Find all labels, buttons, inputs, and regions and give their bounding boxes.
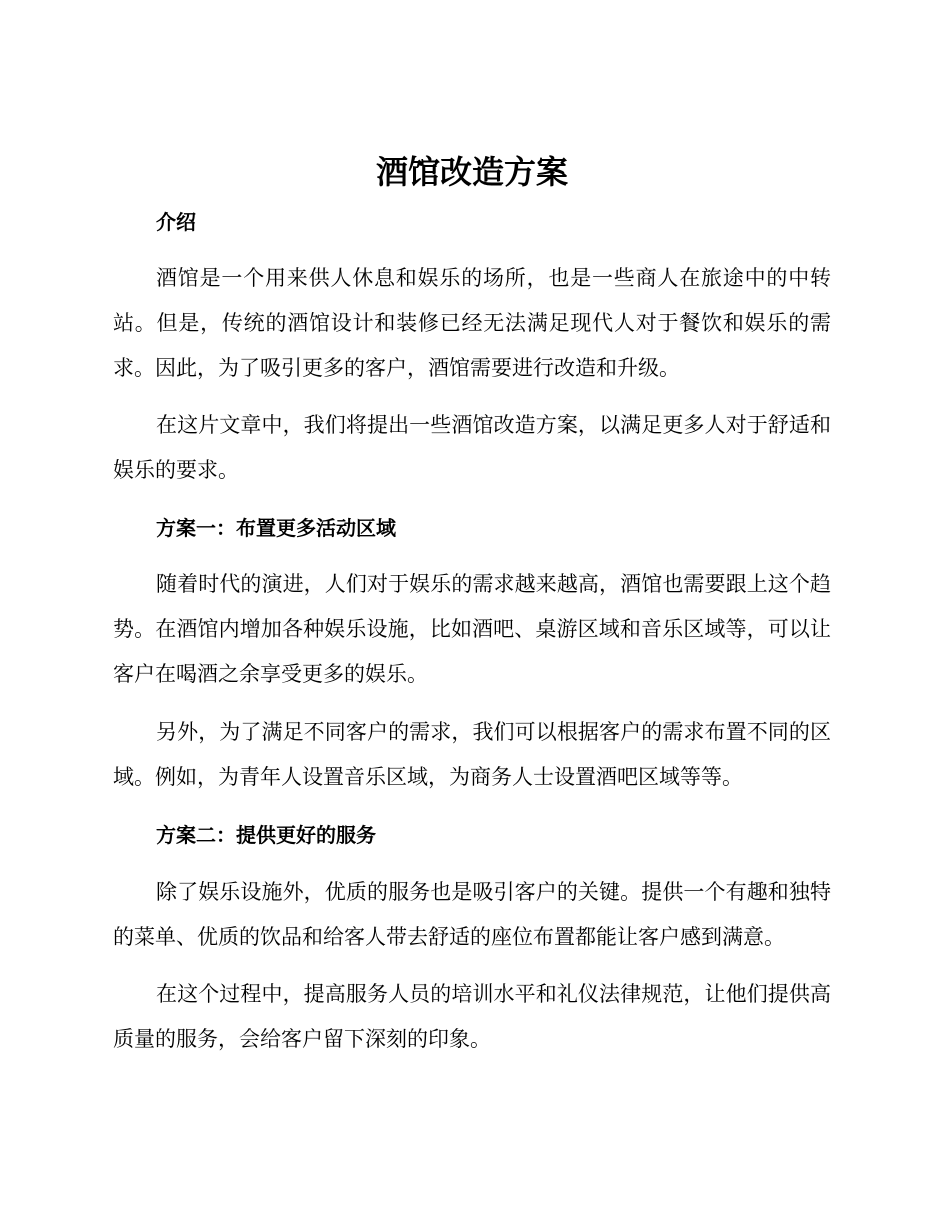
- section-heading-intro: 介绍: [156, 210, 196, 234]
- paragraph-intro-1: 酒馆是一个用来供人休息和娱乐的场所，也是一些商人在旅途中的中转站。但是，传统的酒馆设计和装修已经无法满足现代人对于餐饮和娱乐的需求。因此，为了吸引更多的客户，酒馆需要进行改造和升级。: [113, 266, 831, 380]
- paragraph-plan-one-2: 另外，为了满足不同客户的需求，我们可以根据客户的需求布置不同的区域。例如，为青年人设置音乐区域，为商务人士设置酒吧区域等等。: [113, 720, 831, 789]
- document-title: 酒馆改造方案: [375, 153, 568, 191]
- paragraph-plan-two-2: 在这个过程中，提高服务人员的培训水平和礼仪法律规范，让他们提供高质量的服务，会给客户留下深刻的印象。: [113, 982, 831, 1051]
- section-heading-plan-one: 方案一：布置更多活动区域: [156, 516, 396, 540]
- paragraph-intro-2: 在这片文章中，我们将提出一些酒馆改造方案，以满足更多人对于舒适和娱乐的要求。: [113, 413, 831, 482]
- paragraph-plan-two-1: 除了娱乐设施外，优质的服务也是吸引客户的关键。提供一个有趣和独特的菜单、优质的饮品和给客人带去舒适的座位布置都能让客户感到满意。: [113, 880, 831, 949]
- section-heading-plan-two: 方案二：提供更好的服务: [156, 823, 376, 847]
- paragraph-plan-one-1: 随着时代的演进，人们对于娱乐的需求越来越高，酒馆也需要跟上这个趋势。在酒馆内增加各种娱乐设施，比如酒吧、桌游区域和音乐区域等，可以让客户在喝酒之余享受更多的娱乐。: [113, 572, 831, 686]
